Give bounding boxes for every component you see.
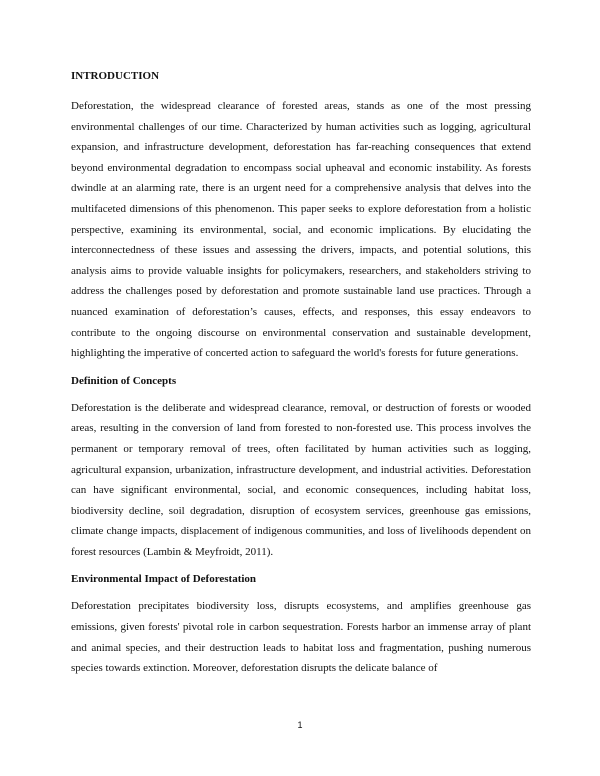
definition-paragraph: Deforestation is the deliberate and widespread clearance, removal, or destruction of forests or wooded areas, resulting in the conversion of land from forested to non-forested use. This process involves the permanent or temporary removal of trees, often facilitated by human activities such as logging, agricultural expansion, urbanization, infrastructure development, and industrial activities. Deforestation can have significant environmental, social, and economic consequences, including habitat loss, biodiversity decline, soil degradation, disruption of ecosystem services, greenhouse gas emissions, climate change impacts, displacement of indigenous communities, and loss of livelihoods dependent on forest resources (Lambin & Meyfroidt, 2011). <box>71 401 531 558</box>
section-heading-environmental-impact: Environmental Impact of Deforestation <box>71 573 257 586</box>
document-page <box>71 68 531 679</box>
section-heading-definition-of-concepts: Definition of Concepts <box>71 374 177 387</box>
introduction-paragraph: Deforestation, the widespread clearance of forested areas, stands as one of the most pressing environmental challenges of our time. Characterized by human activities such as logging, agricultural expansion, and infrastructure development, deforestation has far-reaching consequences that extend beyond environmental degradation to encompass social upheaval and economic instability. As forests dwindle at an alarming rate, there is an urgent need for a comprehensive analysis that delves into the multifaceted dimensions of this phenomenon. This paper seeks to explore deforestation from a holistic perspective, examining its environmental, social, and economic implications. By elucidating the interconnectedness of these issues and assessing the drivers, impacts, and potential solutions, this analysis aims to provide valuable insights for policymakers, researchers, and stakeholders striving to address the challenges posed by deforestation and promote sustainable land use practices. Through a nuanced examination of deforestation’s causes, effects, and responses, this essay endeavors to contribute to the ongoing discourse on environmental conservation and sustainable development, highlighting the imperative of concerted action to safeguard the world's forests for future generations. <box>71 100 531 360</box>
page-number: 1 <box>297 720 303 730</box>
section-heading-introduction: INTRODUCTION <box>71 70 160 82</box>
environmental-impact-paragraph: Deforestation precipitates biodiversity loss, disrupts ecosystems, and amplifies greenhouse gas emissions, given forests' pivotal role in carbon sequestration. Forests harbor an immense array of plant and animal species, and their destruction leads to habitat loss and fragmentation, pushing numerous species towards extinction. Moreover, deforestation disrupts the delicate balance of <box>71 600 531 675</box>
